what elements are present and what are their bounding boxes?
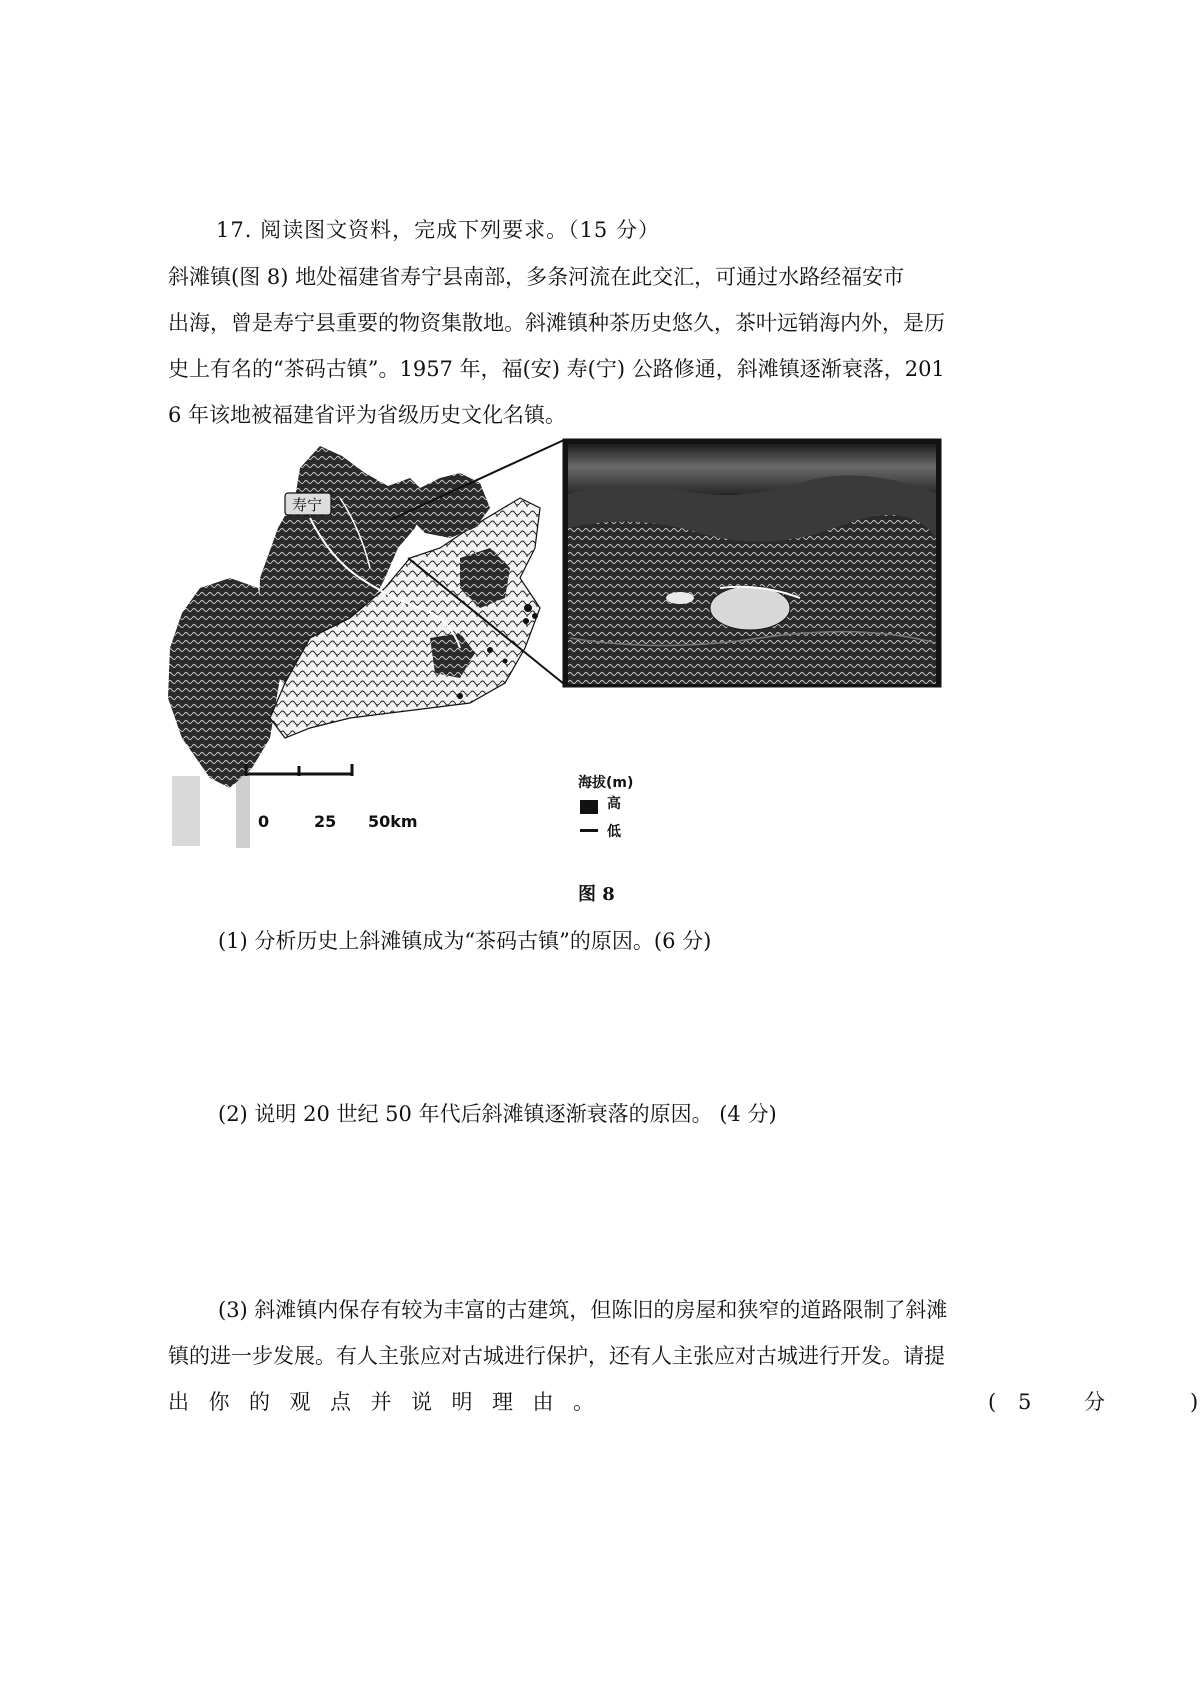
elevation-high-label: 高: [607, 796, 621, 812]
score-paren-close: ): [1190, 1390, 1199, 1414]
figure-caption: 图 8: [578, 884, 615, 905]
map-label-shouning: 寿宁: [292, 496, 323, 514]
map-and-photo-graphic: [160, 438, 1040, 908]
paragraph-line: 出海，曾是寿宁县重要的物资集散地。斜滩镇种茶历史悠久，茶叶远销海内外，是历: [168, 311, 945, 335]
figure-8: [160, 438, 1040, 908]
terrain-map: [168, 446, 540, 788]
paragraph-line: 6 年该地被福建省评为省级历史文化名镇。: [168, 403, 567, 427]
scan-shadow: [172, 776, 200, 846]
sub-question-2: (2) 说明 20 世纪 50 年代后斜滩镇逐渐衰落的原因。 (4 分): [218, 1102, 777, 1126]
sub-question-3-line: (3) 斜滩镇内保存有较为丰富的古建筑，但陈旧的房屋和狭窄的道路限制了斜滩: [218, 1298, 948, 1322]
score-paren-open: (: [988, 1390, 997, 1414]
question-title: 17. 阅读图文资料，完成下列要求。（15 分）: [216, 218, 660, 242]
town-photo: [564, 440, 940, 686]
score-value: 5: [1018, 1390, 1032, 1414]
sub-question-1: (1) 分析历史上斜滩镇成为“茶码古镇”的原因。(6 分): [218, 929, 712, 953]
legend-high-swatch: [580, 800, 598, 814]
scale-label-50: 50km: [368, 812, 418, 831]
sub-question-3-line: 镇的进一步发展。有人主张应对古城进行保护，还有人主张应对古城进行开发。请提: [168, 1344, 945, 1368]
elevation-low-label: 低: [607, 824, 621, 840]
sub-question-3: [168, 1287, 1199, 1425]
sub-question-3-line: 出你的观点并说明理由。: [168, 1390, 614, 1414]
paragraph-line: 史上有名的“茶码古镇”。1957 年，福(安) 寿(宁) 公路修通，斜滩镇逐渐衰落，201: [168, 357, 945, 381]
scale-label-25: 25: [314, 812, 337, 831]
scale-bar: [246, 764, 352, 776]
scale-label-0: 0: [258, 812, 270, 831]
elevation-legend-title: 海拔(m): [578, 775, 634, 791]
legend-low-swatch: [580, 829, 598, 832]
paragraph-line: 斜滩镇(图 8) 地处福建省寿宁县南部，多条河流在此交汇，可通过水路经福安市: [168, 265, 905, 289]
score-unit: 分: [1084, 1390, 1105, 1414]
question-paragraph: [168, 254, 1048, 438]
